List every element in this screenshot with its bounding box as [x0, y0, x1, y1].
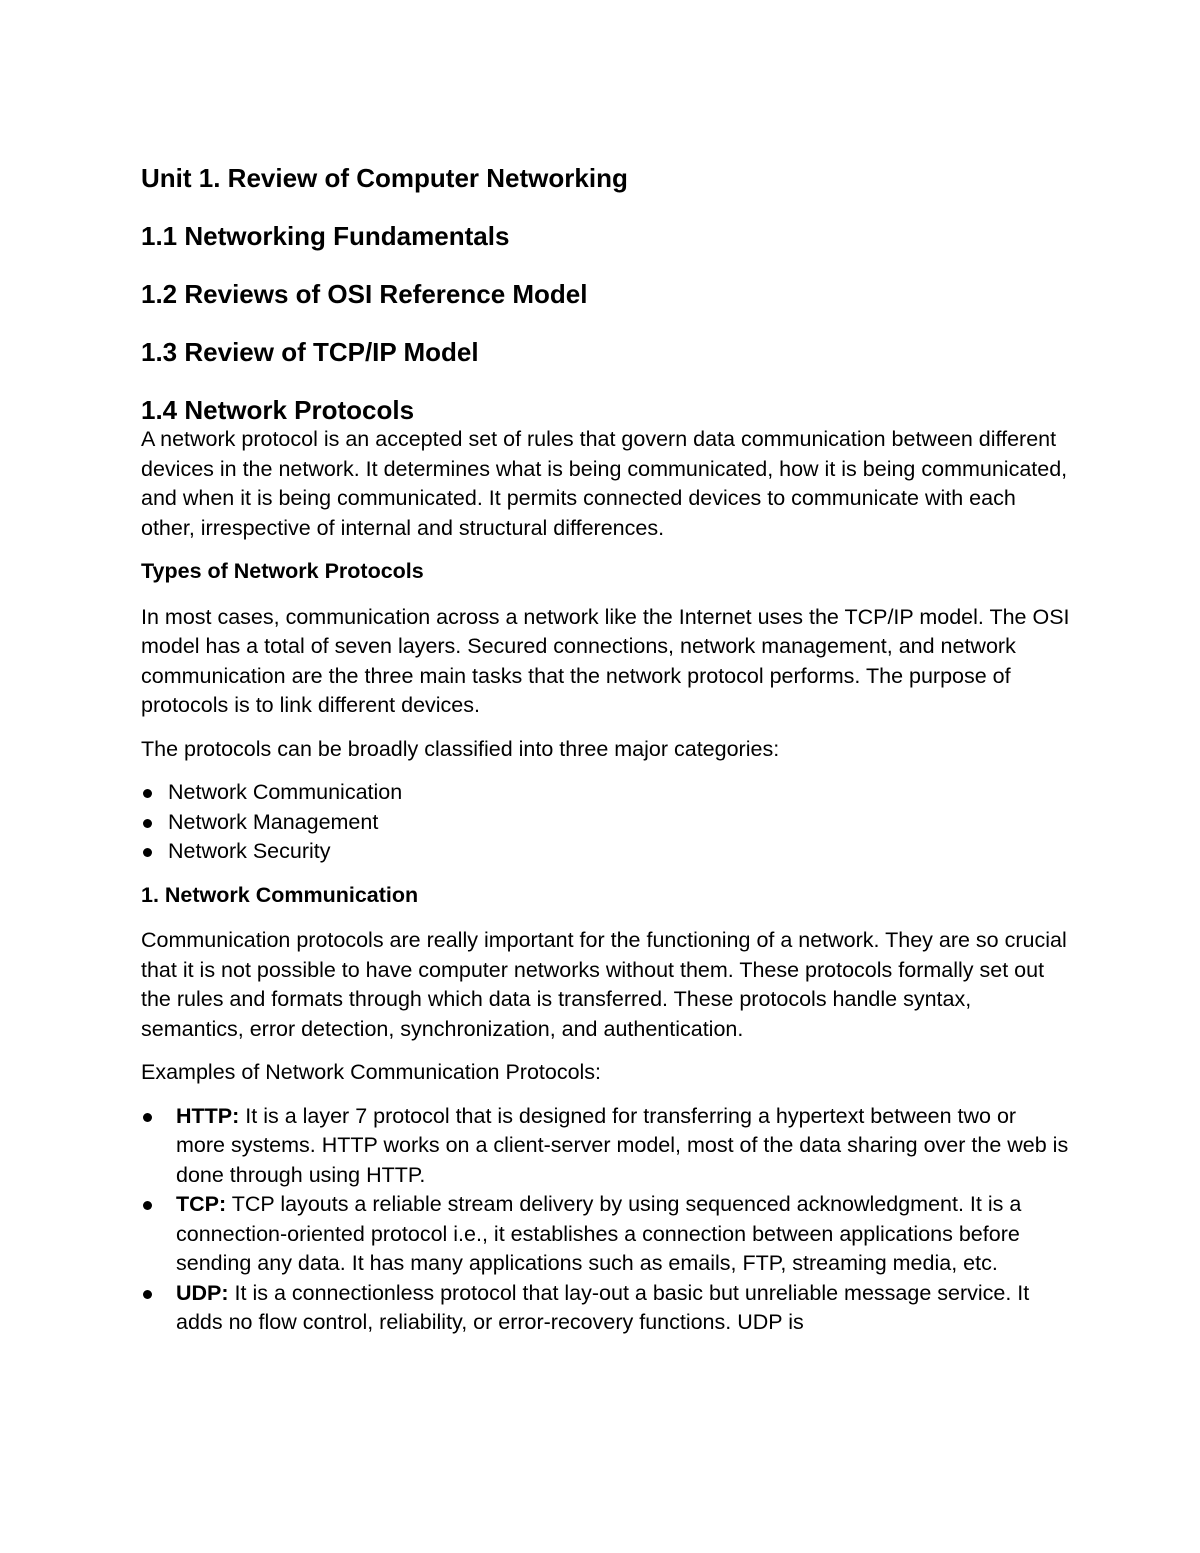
categories-list: [141, 778, 1071, 867]
list-item: Network Management: [141, 808, 1071, 838]
examples-list: [141, 1102, 1071, 1338]
bullet-icon: [143, 1113, 152, 1122]
types-heading: Types of Network Protocols: [141, 559, 424, 583]
term-http: HTTP:: [176, 1103, 240, 1128]
list-item: Network Communication: [141, 778, 1071, 808]
bullet-icon: [143, 1290, 152, 1299]
section-heading-1-2: 1.2 Reviews of OSI Reference Model: [141, 279, 588, 309]
unit-title: Unit 1. Review of Computer Networking: [141, 163, 628, 193]
bullet-icon: [143, 819, 152, 828]
examples-intro: Examples of Network Communication Protocols:: [141, 1060, 602, 1084]
types-paragraph: In most cases, communication across a network like the Internet uses the TCP/IP model. The OSI model has a total of seven layers. Secured connections, network management, and network communication are the three main tasks that the network protocol performs. The purpose of protocols is to link different devices.: [141, 604, 1070, 717]
categories-intro: The protocols can be broadly classified into three major categories:: [141, 736, 780, 761]
list-item-tcp: TCP: TCP layouts a reliable stream delivery by using sequenced acknowledgment. It is a connection-oriented protocol i.e., it establishes a connection between applications before sending any data. It has many applications such as emails, FTP, streaming media, etc.: [141, 1190, 1071, 1279]
term-udp: UDP:: [176, 1280, 229, 1305]
list-item: Network Security: [141, 837, 1071, 867]
section-heading-1-3: 1.3 Review of TCP/IP Model: [141, 337, 479, 367]
term-tcp: TCP:: [176, 1192, 227, 1216]
communication-paragraph: Communication protocols are really important for the functioning of a network. They are so crucial that it is not possible to have computer networks without them. These protocols formally set out the rules and formats through which data is transferred. These protocols handle syntax, semantics, error detection, synchronization, and authentication.: [141, 928, 1067, 1041]
section-heading-1-1: 1.1 Networking Fundamentals: [141, 221, 510, 251]
bullet-icon: [143, 789, 152, 798]
intro-paragraph: A network protocol is an accepted set of rules that govern data communication between different devices in the network. It determines what is being communicated, how it is being communicated, and when it is being communicated. It permits connected devices to communicate with each other, irrespective of internal and structural differences.: [141, 427, 1068, 540]
list-item-udp: UDP: It is a connectionless protocol that lay-out a basic but unreliable message service. It adds no flow control, reliability, or error-recovery functions. UDP is: [141, 1279, 1071, 1338]
bullet-icon: [143, 1201, 152, 1210]
bullet-icon: [143, 848, 152, 857]
section-heading-1-4: 1.4 Network Protocols: [141, 395, 415, 425]
communication-heading: 1. Network Communication: [141, 882, 419, 907]
list-item-http: HTTP: It is a layer 7 protocol that is designed for transferring a hypertext between two or more systems. HTTP works on a client-server model, most of the data sharing over the web is done through using HTTP.: [141, 1102, 1071, 1191]
document-page: [141, 163, 1071, 1352]
